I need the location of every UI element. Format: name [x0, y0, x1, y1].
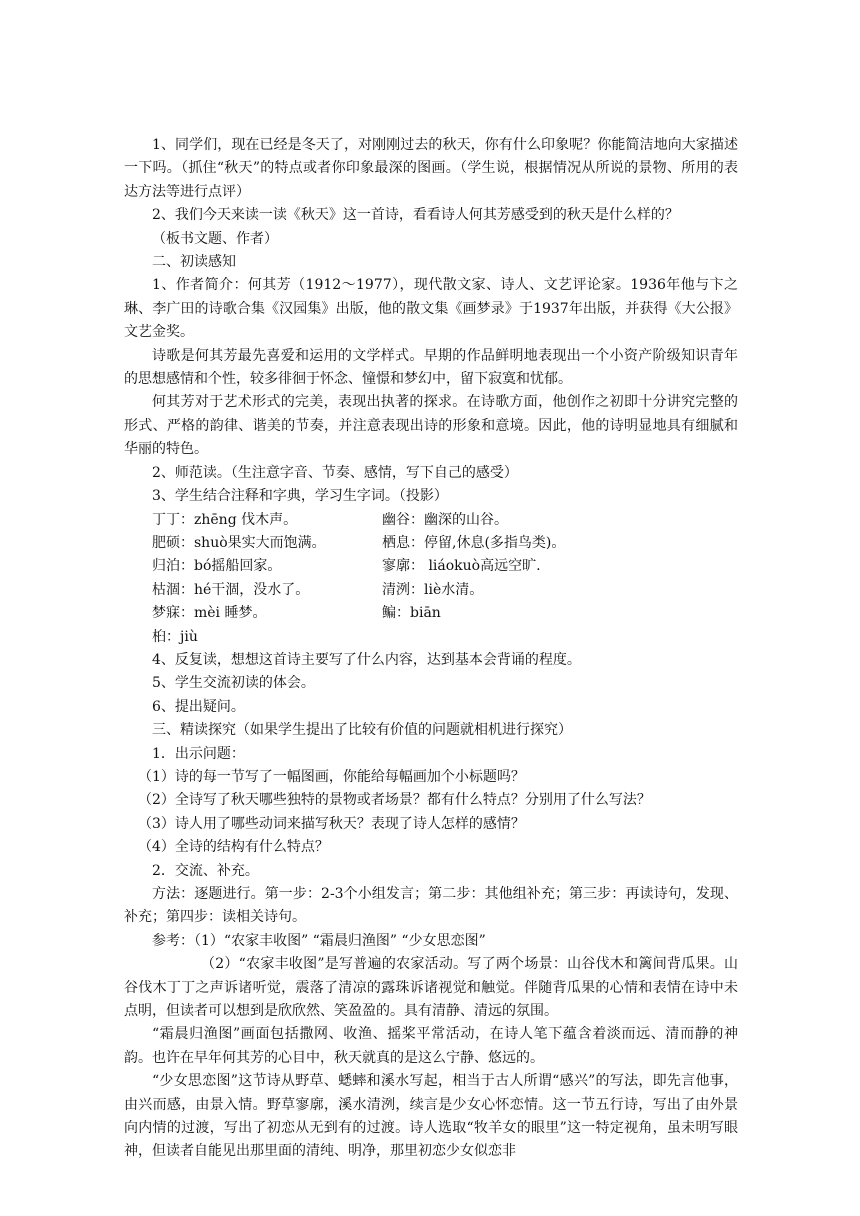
vocab-term: 清洌：liè水清。 — [382, 581, 484, 598]
vocab-term: 鳊：biān — [382, 605, 441, 622]
section-heading-3: 三、精读探究（如果学生提出了比较有价值的问题就相机进行探究） — [152, 722, 572, 739]
section-heading-2: 二、初读感知 — [152, 254, 236, 271]
vocab-row — [152, 602, 738, 625]
vocab-list — [124, 509, 738, 649]
reference-3: “霜晨归渔图”画面包括撒网、收渔、摇桨平常活动，在诗人笔下蕴含着淡而远、清而静的神韵。也许在早年何其芳的心目中，秋天就真的是这么宁静、悠远的。 — [124, 1026, 738, 1066]
vocab-term: 幽谷：幽深的山谷。 — [382, 511, 508, 528]
author-intro: 1、作者简介：何其芳（1912～1977），现代散文家、诗人、文艺评论家。1936年他与卞之琳、李广田的诗歌合集《汉园集》出版，他的散文集《画梦录》于1937年出版，并获得《大公报》文艺金奖。 — [124, 277, 738, 341]
reference-4: “少女思恋图”这节诗从野草、蟋蟀和溪水写起，相当于古人所谓“感兴”的写法，即先言他事，由兴而感，由景入情。野草寥廓，溪水清洌，续言是少女心怀恋情。这一节五行诗，写出了由外景向内情的过渡，写出了初恋从无到有的过渡。诗人选取“牧羊女的眼里”这一特定视角，虽未明写眼神，但读者自能见出那里面的清纯、明净，那里初恋少女似恋非 — [124, 1073, 738, 1160]
intro-para-1: 1、同学们，现在已经是冬天了，对刚刚过去的秋天，你有什么印象呢？你能简洁地向大家描述一下吗。（抓住“秋天”的特点或者你印象最深的图画。（学生说，根据情况从所说的景物、所用的表达方法等进行点评） — [124, 137, 738, 200]
document-page — [124, 134, 738, 1164]
vocab-term: 梦寐：mèi 睡梦。 — [152, 605, 267, 622]
reference-1: 参考：（1）“农家丰收图” “霜晨归渔图” “少女思恋图” — [152, 932, 486, 949]
intro-note: （板书文题、作者） — [152, 230, 278, 247]
step-4: 4、反复读，想想这首诗主要写了什么内容，达到基本会背诵的程度。 — [152, 651, 581, 668]
vocab-term: 栖息：停留,休息(多指鸟类)。 — [382, 534, 566, 551]
exchange: 2．交流、补充。 — [152, 862, 259, 879]
vocab-term — [382, 626, 738, 649]
step-6: 6、提出疑问。 — [152, 698, 245, 715]
vocab-term: 桕：jiù — [152, 628, 198, 645]
vocab-intro: 3、学生结合注释和字典，学习生字词。（投影） — [152, 488, 448, 505]
reference-2: （2）“农家丰收图”是写普遍的农家活动。写了两个场景：山谷伐木和篱间背瓜果。山谷伐木丁丁之声诉诸听觉，震落了清凉的露珠诉诸视觉和触觉。伴随背瓜果的心情和表情在诗中未点明，但读者可以想到是欣欣然、笑盈盈的。具有清静、清远的氛围。 — [124, 956, 738, 1020]
question-1: （1）诗的每一节写了一幅图画，你能给每幅画加个小标题吗？ — [138, 768, 525, 785]
vocab-row — [152, 555, 738, 578]
intro-para-2: 2、我们今天来读一读《秋天》这一首诗，看看诗人何其芳感受到的秋天是什么样的？ — [152, 207, 679, 224]
question-3: （3）诗人用了哪些动词来描写秋天？表现了诗人怎样的感情？ — [138, 815, 525, 832]
art-form: 何其芳对于艺术形式的完美，表现出执著的探求。在诗歌方面，他创作之初即十分讲究完整的形式、严格的韵律、谐美的节奏，并注意表现出诗的形象和意境。因此，他的诗明显地具有细腻和华丽的特色。 — [124, 394, 738, 458]
step-5: 5、学生交流初读的体会。 — [152, 675, 315, 692]
poetry-style: 诗歌是何其芳最先喜爱和运用的文学样式。早期的作品鲜明地表现出一个小资产阶级知识青年的思想感情和个性，较多徘徊于怀念、憧憬和梦幻中，留下寂寞和忧郁。 — [124, 347, 738, 388]
vocab-term: 枯涸：hé干涸，没水了。 — [152, 581, 310, 598]
question-2: （2）全诗写了秋天哪些独特的景物或者场景？都有什么特点？分别用了什么写法？ — [138, 792, 651, 809]
vocab-row — [152, 626, 738, 649]
vocab-term: 丁丁：zhēng 伐木声。 — [152, 511, 298, 528]
vocab-row — [152, 532, 738, 555]
question-4: （4）全诗的结构有什么特点？ — [138, 839, 329, 856]
questions-intro: 1．出示问题： — [152, 745, 245, 762]
teacher-reading: 2、师范读。（生注意字音、节奏、感情，写下自己的感受） — [152, 464, 518, 481]
vocab-term: 肥硕：shuò果实大而饱满。 — [152, 534, 326, 551]
vocab-row — [152, 509, 738, 532]
vocab-term: 归泊：bó摇船回家。 — [152, 558, 282, 575]
vocab-row — [152, 579, 738, 602]
vocab-term: 寥廓： liáokuò高远空旷. — [382, 558, 541, 575]
method: 方法：逐题进行。第一步：2-3个小组发言；第二步：其他组补充；第三步：再读诗句，发现、补充；第四步：读相关诗句。 — [124, 886, 738, 926]
